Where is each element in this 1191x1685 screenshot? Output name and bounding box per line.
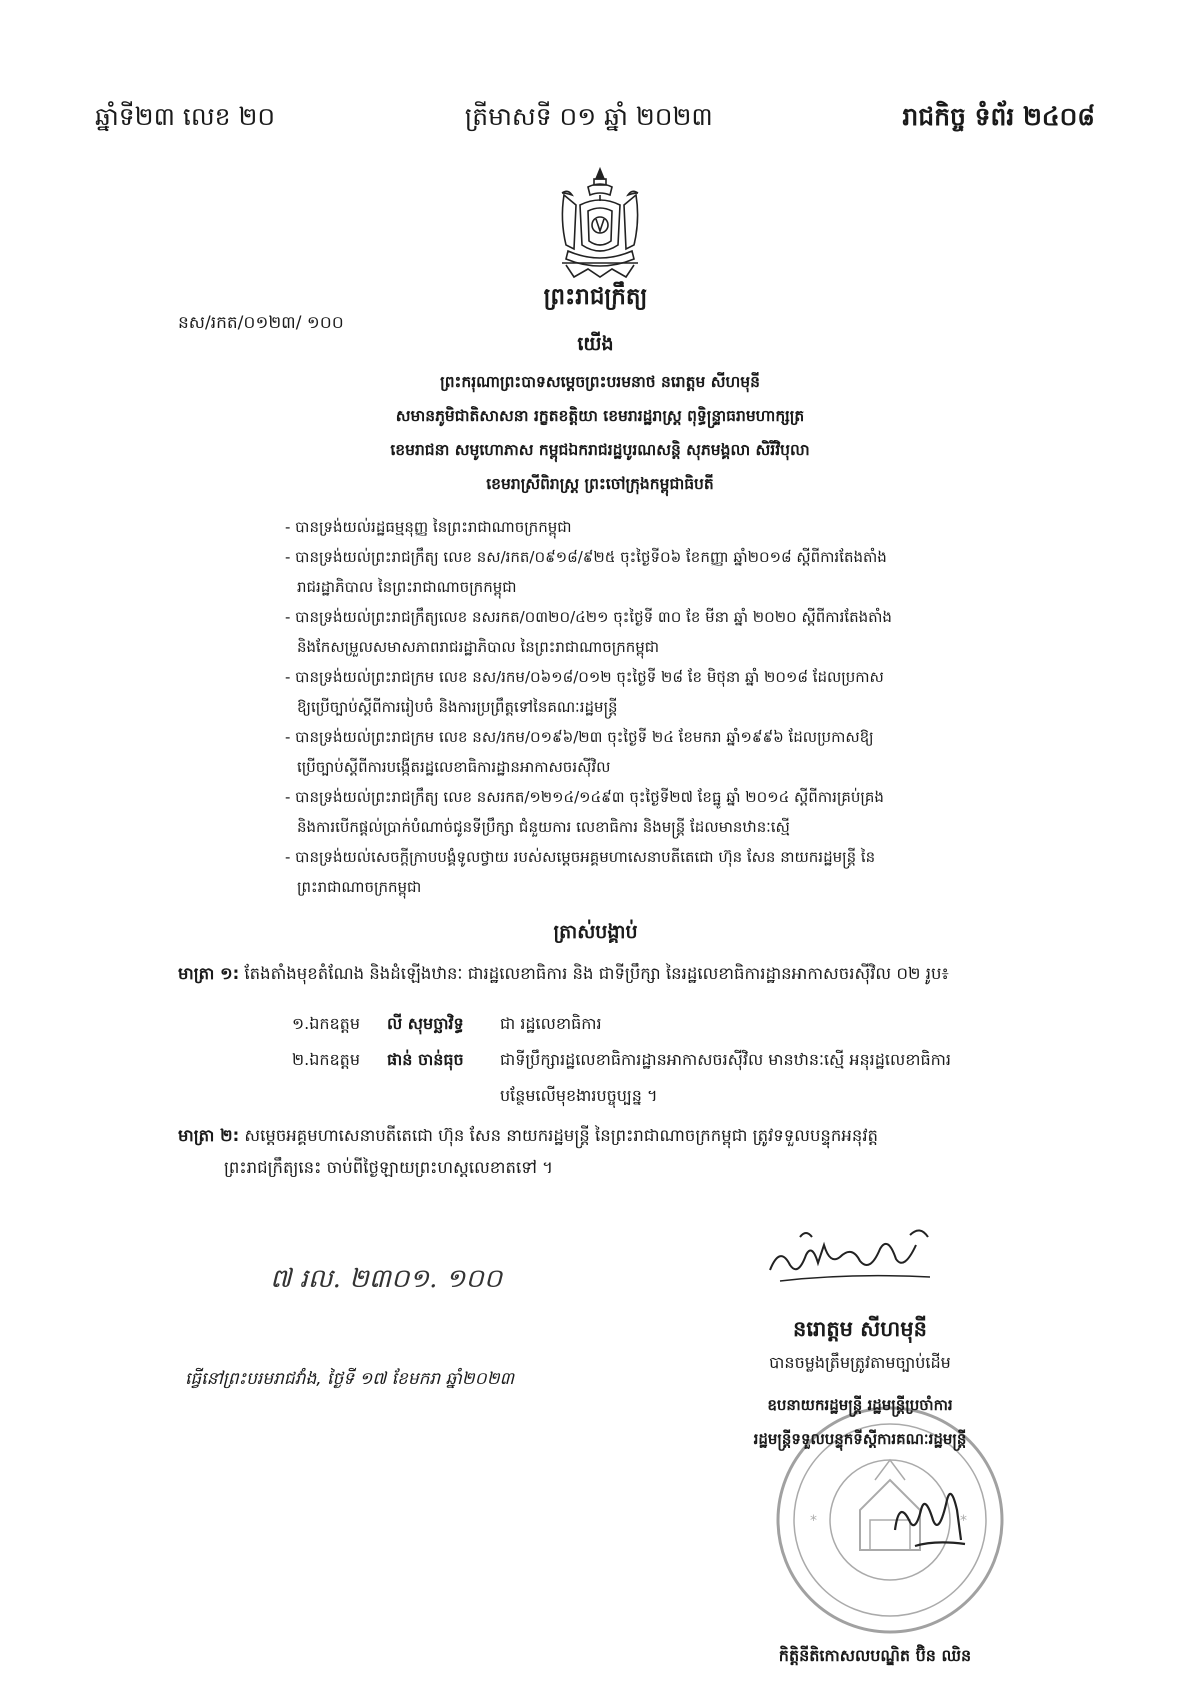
place-and-date: ធ្វើនៅព្រះបរមរាជវាំង, ថ្ងៃទី ១៧ ខែមករា ឆ្នាំ២០២៣ — [185, 1369, 515, 1389]
decree-reference: នស/រកត/០១២៣/ ១០០ — [178, 313, 344, 333]
signatory-title — [640, 1388, 1080, 1456]
decree-title: ព្រះរាជក្រឹត្យ — [543, 284, 648, 310]
signatory-title-line: ឧបនាយករដ្ឋមន្ត្រី រដ្ឋមន្ត្រីប្រចាំការ — [767, 1396, 953, 1414]
consideration-line: ឱ្យប្រើច្បាប់ស្តីពីការរៀបចំ និងការប្រព្រឹត្តទៅនៃគណៈរដ្ឋមន្ត្រី — [297, 698, 618, 716]
certified-copy-note: បានចម្លងត្រឹមត្រូវតាមច្បាប់ដើម — [769, 1353, 951, 1372]
article-text-continuation: ព្រះរាជក្រឹត្យនេះ ចាប់ពីថ្ងៃឡាយព្រះហស្តលេខាតទៅ ។ — [224, 1158, 554, 1177]
consideration-item — [285, 662, 1085, 722]
appointee-name: ផាន់ ចាន់ធុច — [387, 1050, 464, 1069]
consideration-item — [285, 542, 1085, 602]
order-heading: ត្រាស់បង្គាប់ — [553, 921, 638, 943]
gazette-date: ត្រីមាសទី ០១ ឆ្នាំ ២០២៣ — [464, 102, 713, 131]
appointee-honorific: ១.ឯកឧត្តម — [292, 1014, 360, 1033]
appointee-row — [292, 1006, 1092, 1042]
consideration-line: - បានទ្រង់យល់សេចក្តីក្រាបបង្គំទូលថ្វាយ របស់សម្តេចអគ្គមហាសេនាបតីតេជោ ហ៊ុន សែន នាយករដ្ឋមន្ត្រី នៃ — [285, 848, 876, 866]
king-signature-icon — [760, 1215, 950, 1285]
appointees-list — [292, 1006, 1092, 1114]
king-title-line: ព្រះករុណាព្រះបាទសម្តេចព្រះបរមនាថ នរោត្តម សីហមុនី — [440, 373, 760, 391]
consideration-line: - បានទ្រង់យល់ព្រះរាជក្រឹត្យ លេខ នសរកត/១២១៤/១៤៩៣ ចុះថ្ងៃទី២៧ ខែធ្នូ ឆ្នាំ ២០១៤ ស្តីពីការគ្រប់គ្រង — [285, 788, 884, 806]
article-label: មាត្រា ២: — [178, 1126, 240, 1145]
consideration-line: - បានទ្រង់យល់ព្រះរាជក្រឹត្យលេខ នសរកត/០៣២០/៤២១ ចុះថ្ងៃទី ៣០ ខែ មីនា ឆ្នាំ ២០២០ ស្តីពីការតែងតាំង — [285, 608, 892, 626]
handwritten-registration-number: ៧ រល. ២៣០១. ១០០ — [270, 1264, 503, 1294]
appointee-role-continuation: បន្ថែមលើមុខងារបច្ចុប្បន្ន ។ — [500, 1086, 658, 1105]
consideration-line: - បានទ្រង់យល់ព្រះរាជក្រម លេខ នស/រកម/០១៩៦/២៣ ចុះថ្ងៃទី ២៤ ខែមករា ឆ្នាំ១៩៩៦ ដែលប្រកាសឱ្យ — [285, 728, 874, 746]
svg-text:*: * — [960, 1513, 967, 1529]
consideration-line: និងកែសម្រួលសមាសភាពរាជរដ្ឋាភិបាល នៃព្រះរាជាណាចក្រកម្ពុជា — [297, 638, 660, 656]
consideration-item — [285, 782, 1085, 842]
minister-name: កិត្តិនីតិកោសលបណ្ឌិត ប៊ិន ឈិន — [778, 1646, 972, 1665]
article-text: សម្តេចអគ្គមហាសេនាបតីតេជោ ហ៊ុន សែន នាយករដ្ឋមន្ត្រី នៃព្រះរាជាណាចក្រកម្ពុជា ត្រូវទទួលបន្ទុកអនុវត្ត — [239, 1126, 879, 1145]
appointee-row — [292, 1042, 1092, 1078]
signatory-title-line: រដ្ឋមន្ត្រីទទួលបន្ទុកទីស្តីការគណៈរដ្ឋមន្ត្រី — [753, 1430, 967, 1448]
considerations-list — [285, 512, 1085, 902]
appointee-role: ជា រដ្ឋលេខាធិការ — [500, 1014, 602, 1033]
appointee-name: លី សុមច្ឆាវិទ្ធ — [387, 1014, 464, 1033]
consideration-line: ព្រះរាជាណាចក្រកម្ពុជា — [297, 878, 422, 896]
king-title-line: ខេមរាជនា សមូហោភាស កម្ពុជឯករាជរដ្ឋបូរណសន្តិ សុភមង្គលា សិរីវិបុលា — [390, 441, 810, 459]
consideration-line: រាជរដ្ឋាភិបាល នៃព្រះរាជាណាចក្រកម្ពុជា — [297, 578, 517, 596]
appointee-role: ជាទីប្រឹក្សារដ្ឋលេខាធិការដ្ឋានអាកាសចរស៊ីវិល មានឋានៈស្មើ អនុរដ្ឋលេខាធិការ — [500, 1050, 951, 1069]
article-label: មាត្រា ១: — [178, 964, 240, 983]
we-heading: យើង — [577, 333, 614, 355]
article-1 — [178, 958, 1098, 990]
consideration-line: - បានទ្រង់យល់ព្រះរាជក្រឹត្យ លេខ នស/រកត/០៩១៨/៩២៥ ចុះថ្ងៃទី០៦ ខែកញ្ញា ឆ្នាំ២០១៨ ស្តីពីការតែងតាំង — [285, 548, 887, 566]
consideration-item — [285, 842, 1085, 902]
royal-coat-of-arms-icon — [552, 165, 648, 283]
gazette-header — [95, 100, 1095, 140]
svg-text:*: * — [810, 1513, 817, 1529]
consideration-line: និងការបើកផ្តល់ប្រាក់បំណាច់ជូនទីប្រឹក្សា ជំនួយការ លេខាធិការ និងមន្ត្រី ដែលមានឋានៈស្មើ — [297, 818, 790, 836]
gazette-page-number: រាជកិច្ច ទំព័រ ២៤០៨ — [902, 102, 1095, 131]
article-text: តែងតាំងមុខតំណែង និងដំឡើងឋានៈ ជារដ្ឋលេខាធិការ និង ជាទីប្រឹក្សា នៃរដ្ឋលេខាធិការដ្ឋានអាកាសចរស៊ីវិល ០២ រូប៖ — [239, 964, 949, 983]
consideration-item — [285, 512, 1085, 542]
consideration-line: - បានទ្រង់យល់រដ្ឋធម្មនុញ្ញ នៃព្រះរាជាណាចក្រកម្ពុជា — [285, 518, 572, 536]
article-2 — [178, 1120, 1078, 1184]
king-name: នរោត្តម សីហមុនី — [793, 1317, 927, 1341]
consideration-line: - បានទ្រង់យល់ព្រះរាជក្រម លេខ នស/រកម/០៦១៨/០១២ ចុះថ្ងៃទី ២៨ ខែ មិថុនា ឆ្នាំ ២០១៨ ដែលប្រកាស — [285, 668, 884, 686]
king-title-line: ខេមរាស្រីពិរាស្ត្រ ព្រះចៅក្រុងកម្ពុជាធិបតី — [486, 475, 714, 493]
consideration-line: ប្រើច្បាប់ស្តីពីការបង្កើតរដ្ឋលេខាធិការដ្ឋានអាកាសចរស៊ីវិល — [297, 758, 611, 776]
consideration-item — [285, 602, 1085, 662]
appointee-honorific: ២.ឯកឧត្តម — [292, 1050, 360, 1069]
minister-signature-icon — [885, 1470, 975, 1560]
king-titles — [250, 365, 950, 501]
year-issue: ឆ្នាំទី២៣ លេខ ២០ — [95, 102, 276, 131]
king-title-line: សមានភូមិជាតិសាសនា រក្ខតខត្តិយា ខេមរារដ្ឋរាស្ត្រ ពុទ្ធិន្ទ្រាធរាមហាក្សត្រ — [395, 407, 805, 425]
consideration-item — [285, 722, 1085, 782]
